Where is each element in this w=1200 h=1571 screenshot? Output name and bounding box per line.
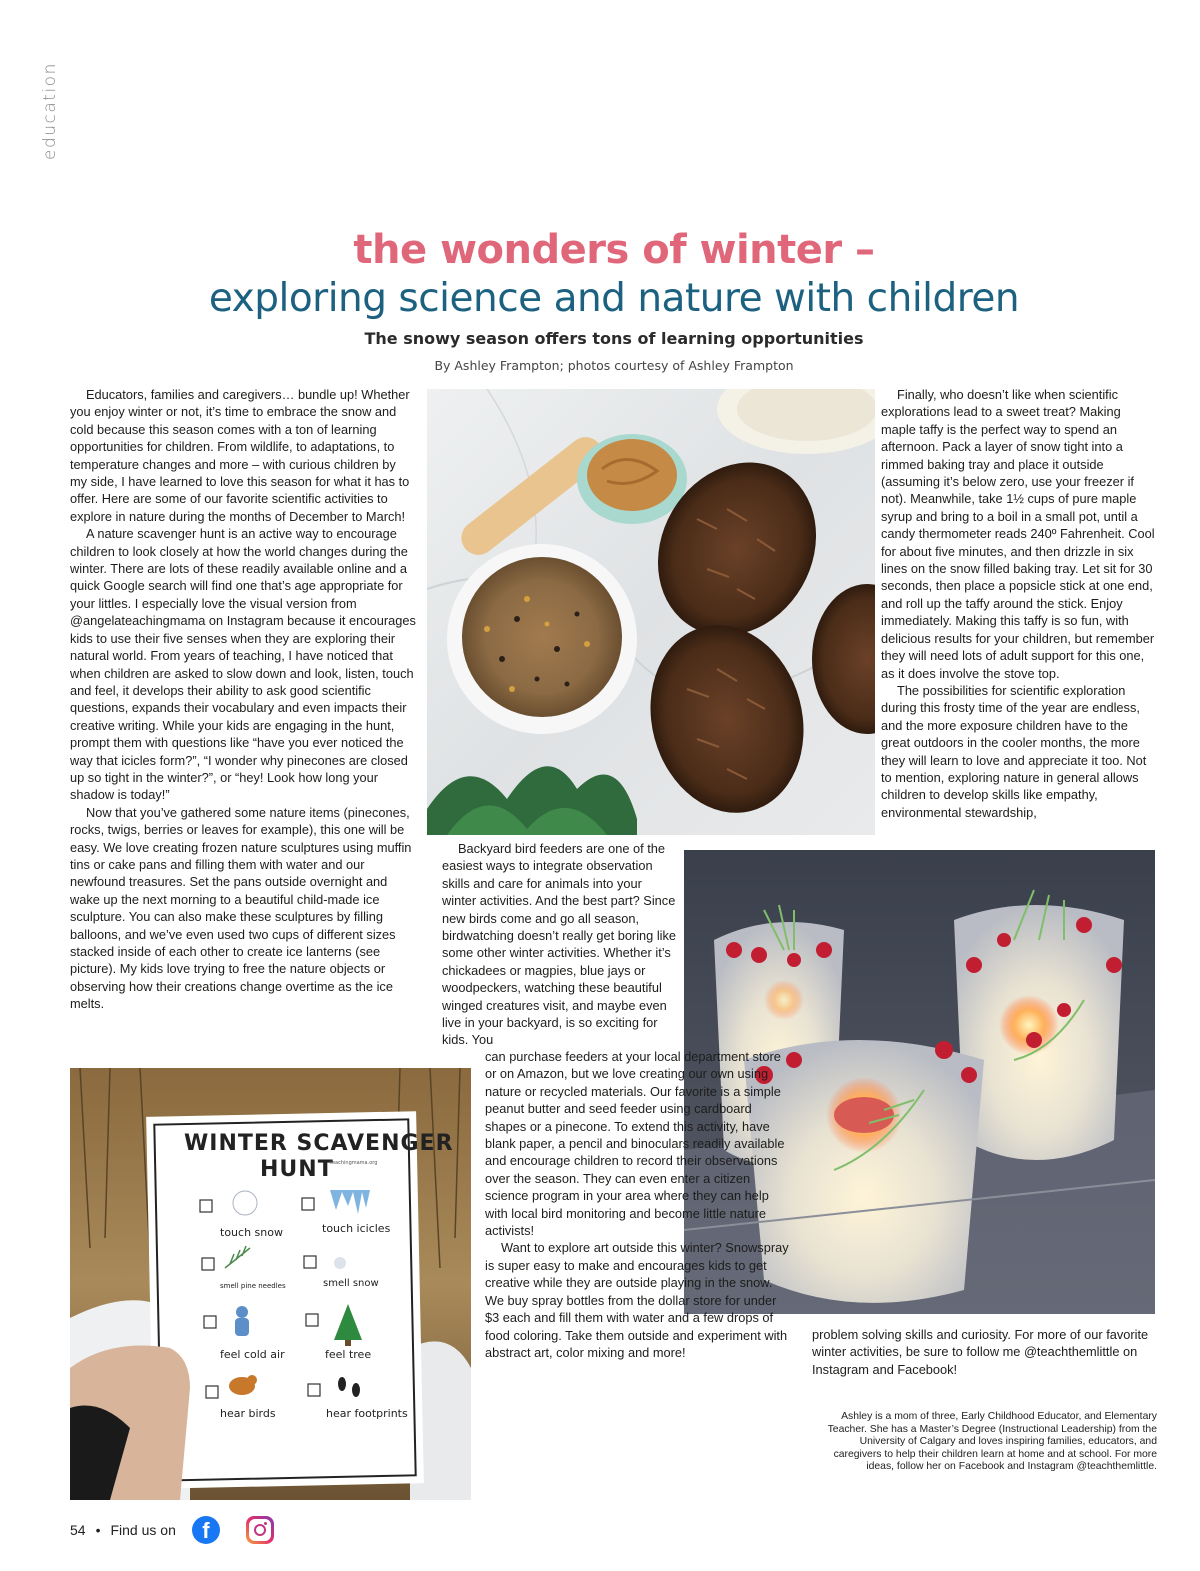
body-column-3-continued xyxy=(812,1326,1157,1378)
hunt-sheet-title: WINTER SCAVENGER xyxy=(184,1131,454,1156)
paragraph: Finally, who doesn’t like when scientific explorations lead to a sweet treat? Making maple taffy is the perfect way to spend an afternoon. Pack a layer of snow tight into a rimmed baking tray and place it outside (assuming it’s below zero, use your freezer if not). Meanwhile, take 1½ cups of pure maple syrup and bring to a boil in a small pot, until a candy thermometer reads 240º Fahrenheit. Cool for about five minutes, and then drizzle in six lines on the snow filled baking tray. Let sit for 30 seconds, then place a popsicle stick at one end, and roll up the taffy around the stick. Enjoy immediately. Making this taffy is so fun, with delicious results for your children, but remember they will need lots of adult support for this one, as it does involve the stove top. xyxy=(881,387,1155,681)
hunt-item-label: touch snow xyxy=(220,1226,283,1239)
cold-child-icon xyxy=(235,1306,249,1336)
paragraph: Educators, families and caregivers… bundle up! Whether you enjoy winter or not, it’s time to embrace the snow and cold because this season comes with a ton of learning opportunities for children. From wildlife, to adaptations, to temperature changes and more – with curious children by my side, I have learned to love this season for what it has to offer. Here are some of our favorite scientific activities to explore in nature during the months of December to March! xyxy=(70,387,410,524)
paragraph: Backyard bird feeders are one of the easiest ways to integrate observation skills and care for animals into your winter activities. And the best part? Since new birds come and go all season, birdwatching doesn’t really get boring like some other winter activities. Whether it’s chickadees or magpies, blue jays or woodpeckers, watching these beautiful winged creatures visit, and maybe even live in your backyard, is so exciting for kids. You xyxy=(442,841,677,1048)
instagram-icon[interactable] xyxy=(246,1516,274,1544)
hunt-item-label: smell pine needles xyxy=(220,1282,286,1290)
page-number: 54 xyxy=(70,1522,86,1538)
article-title-line1: the wonders of winter – xyxy=(353,227,875,273)
hunt-item-label: touch icicles xyxy=(322,1222,391,1235)
article-title-line2: exploring science and nature with children xyxy=(208,276,1020,321)
hunt-sheet-credit: teachingmama.org xyxy=(330,1160,378,1166)
paragraph: can purchase feeders at your local department store or on Amazon, but we love creating our own using nature or recycled materials. Our favorite is a simple peanut butter and seed feeder using cardboard shapes or a pinecone. To extend this activity, have blank paper, a pencil and binoculars readily available and encourage children to record their observations over the season. They can even enter a citizen science program in your area where they can help with local bird monitoring and become little nature activists! xyxy=(485,1049,785,1239)
find-us-label: Find us on xyxy=(110,1522,176,1538)
paragraph: Want to explore art outside this winter? Snowspray is super easy to make and encourages kids to get creative while they are outside playing in the snow. We buy spray bottles from the dollar store for under $3 each and fill them with water and a few drops of food coloring. Take them outside and experiment with abstract art, color mixing and more! xyxy=(485,1240,789,1360)
body-column-3 xyxy=(881,386,1159,821)
scavenger-hunt-photo xyxy=(70,1068,471,1500)
paragraph: A nature scavenger hunt is an active way to encourage children to look closely at how the world changes during the winter. There are lots of these readily available online and a quick Google search will find one that’s age appropriate for your littles. I especially love the visual version from @angelateachingmama on Instagram because it encourages kids to use their five senses when they are exploring their natural world. From years of teaching, I have noticed that when children are asked to slow down and look, listen, touch and feel, it develops their ability to ask good scientific questions, expands their vocabulary and even impacts their creative writing. While your kids are engaging in the hunt, prompt them with questions like “have you ever noticed the way that icicles form?”, “I wonder why pinecones are closed up so tight in the winter?”, or “hey! Look how long your shadow is today!” xyxy=(70,526,416,803)
hunt-item-label: hear birds xyxy=(220,1407,276,1420)
section-label: education xyxy=(40,62,60,160)
author-bio: Ashley is a mom of three, Early Childhood Educator, and Elementary Teacher. She has a Master’s Degree (Instructional Leadership) from the University of Calgary and loves inspiring families, educators, and caregivers to help their children learn at home and at school. For more ideas, follow her on Facebook and Instagram @teachthemlittle. xyxy=(827,1411,1157,1473)
snow-icon xyxy=(334,1257,346,1269)
body-column-2a xyxy=(442,840,678,1049)
page-footer xyxy=(70,1510,274,1550)
hunt-item-label: feel cold air xyxy=(220,1348,285,1361)
hunt-item-label: feel tree xyxy=(325,1348,372,1361)
paragraph: problem solving skills and curiosity. For more of our favorite winter activities, be sure to follow me @teachthemlittle on Instagram and Facebook! xyxy=(812,1327,1149,1377)
footer-bullet: • xyxy=(95,1522,101,1538)
facebook-icon[interactable]: f xyxy=(192,1516,220,1544)
body-column-1 xyxy=(70,386,416,1013)
hunt-sheet-title-2: HUNT xyxy=(260,1157,334,1182)
body-column-2b xyxy=(485,1048,789,1361)
byline: By Ashley Frampton; photos courtesy of Ashley Frampton xyxy=(434,358,794,373)
paragraph: Now that you’ve gathered some nature items (pinecones, rocks, twigs, berries or leaves for example), this one will be easy. We love creating frozen nature sculptures using muffin tins or cake pans and filling them with water and our newfound treasures. Set the pans outside overnight and wake up the next morning to a beautiful child-made ice sculpture. You can also make these sculptures by filling balloons, and we’ve even used two cups of different sizes stacked inside of each other to create ice lanterns (see picture). My kids love trying to free the nature objects or observing how their creations change overtime as the ice melts. xyxy=(70,804,412,1012)
bird-feeder-photo xyxy=(427,389,875,835)
article-header xyxy=(0,226,1200,374)
article-subtitle: The snowy season offers tons of learning opportunities xyxy=(364,329,864,348)
hunt-item-label: hear footprints xyxy=(326,1407,408,1420)
hunt-item-label: smell snow xyxy=(323,1278,379,1289)
paragraph: The possibilities for scientific exploration during this frosty time of the year are endless, and the more exposure children have to the great outdoors in the cooler months, the more they will learn to love and appreciate it too. Not to mention, exploring nature in general allows children to develop skills like empathy, environmental stewardship, xyxy=(881,682,1147,820)
